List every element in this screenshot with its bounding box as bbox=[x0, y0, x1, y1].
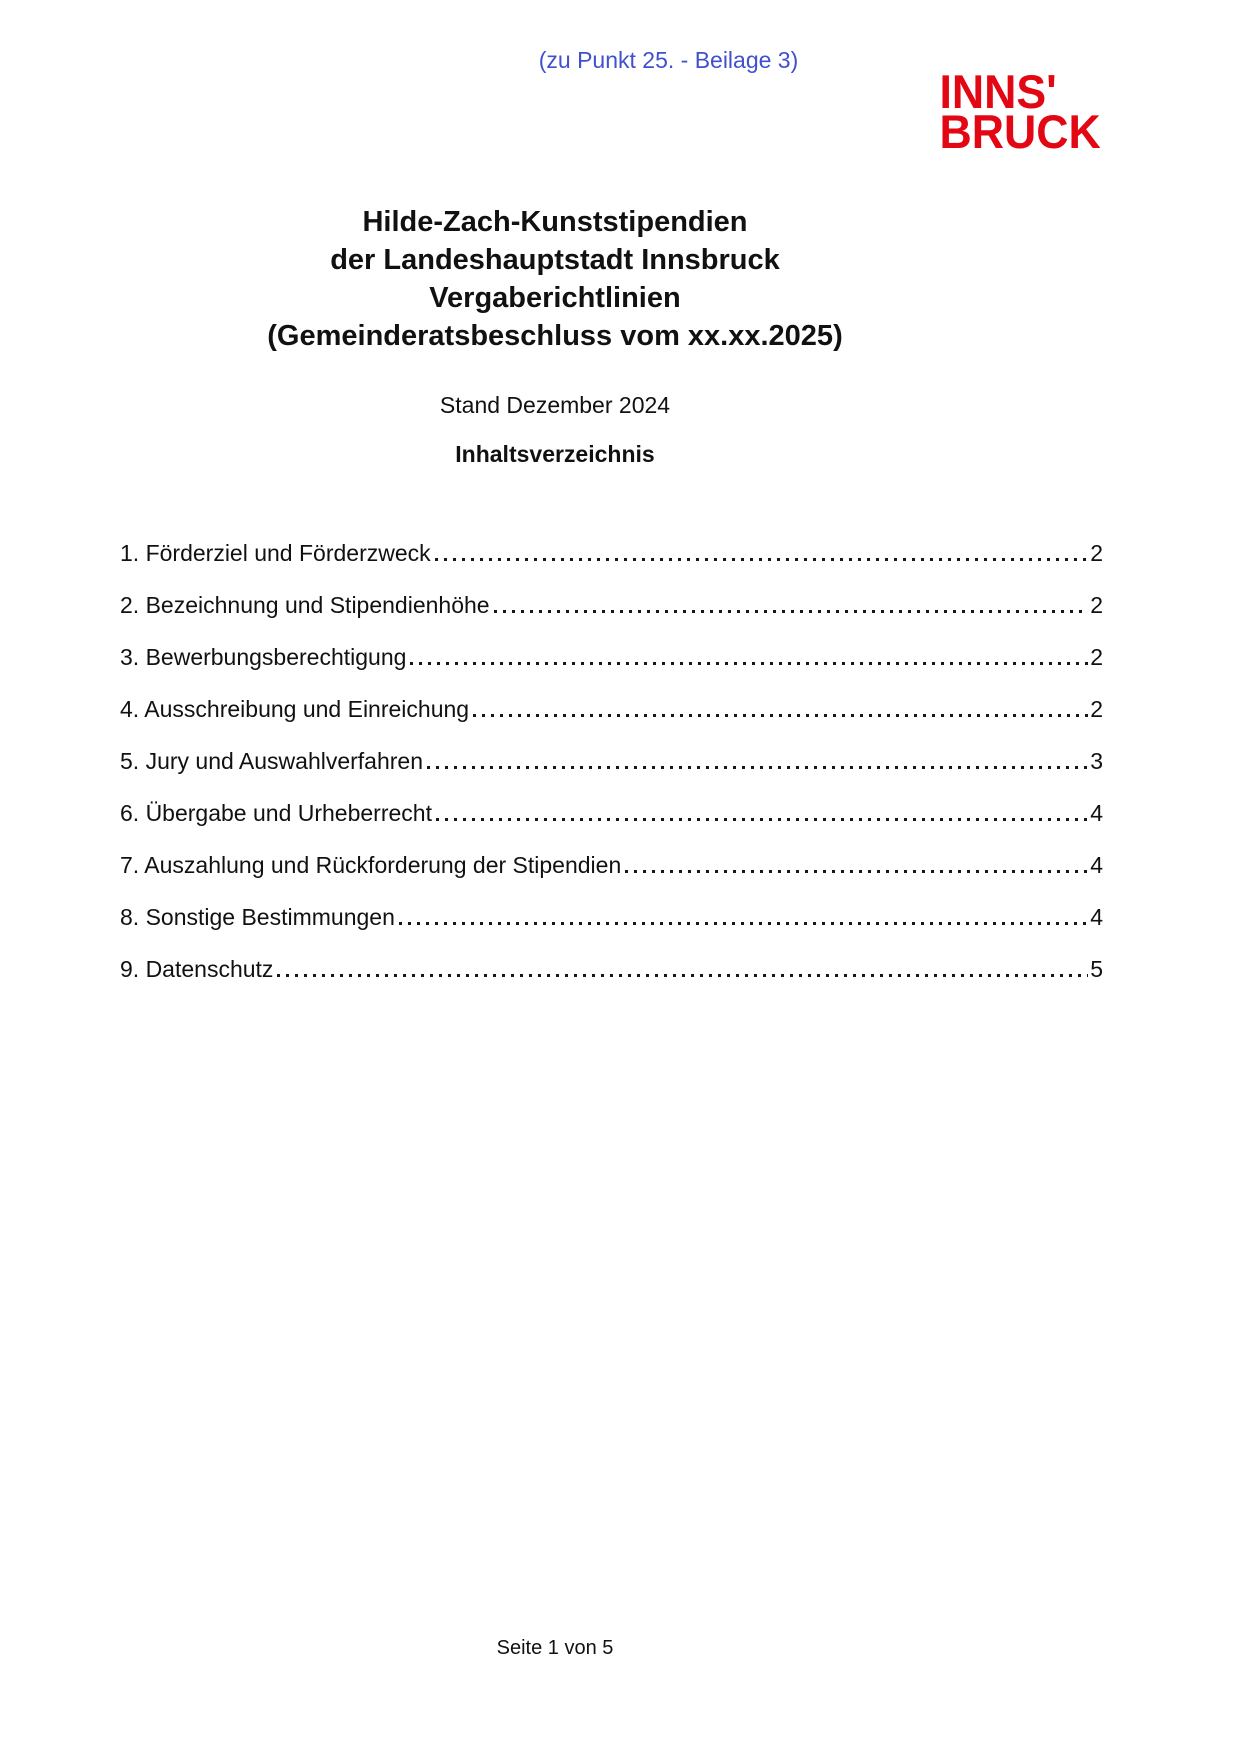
toc-entry bbox=[120, 904, 1103, 956]
title-line-3: Vergaberichtlinien bbox=[429, 282, 681, 314]
toc-entry bbox=[120, 644, 1103, 696]
toc-entry-page: 4 bbox=[1090, 904, 1103, 930]
logo-line-2: BRUCK bbox=[939, 105, 1101, 158]
toc-entry-page: 3 bbox=[1090, 748, 1103, 774]
toc-entry-label: 3. Bewerbungsberechtigung bbox=[120, 644, 407, 670]
dot-leader bbox=[473, 714, 1088, 717]
title-line-1: Hilde-Zach-Kunststipendien bbox=[362, 206, 748, 238]
dot-leader bbox=[399, 922, 1088, 925]
toc-entry bbox=[120, 852, 1103, 904]
toc-entry-label: 1. Förderziel und Förderzweck bbox=[120, 540, 431, 566]
document-title bbox=[120, 203, 990, 355]
title-line-2: der Landeshauptstadt Innsbruck bbox=[330, 244, 780, 276]
toc-entry bbox=[120, 592, 1103, 644]
page-number-footer: Seite 1 von 5 bbox=[496, 1637, 614, 1659]
dot-leader bbox=[277, 974, 1088, 977]
toc-entry-label: 7. Auszahlung und Rückforderung der Stipendien bbox=[120, 852, 622, 878]
innsbruck-logo bbox=[939, 65, 1101, 158]
toc-entry-page: 2 bbox=[1090, 644, 1103, 670]
toc-entry-page: 2 bbox=[1090, 540, 1103, 566]
toc-entry-label: 4. Ausschreibung und Einreichung bbox=[120, 696, 470, 722]
dot-leader bbox=[435, 558, 1089, 561]
toc-entry-page: 2 bbox=[1090, 592, 1103, 618]
toc-entry-page: 4 bbox=[1090, 800, 1103, 826]
version-date: Stand Dezember 2024 bbox=[439, 392, 671, 418]
toc-entry-label: 5. Jury und Auswahlverfahren bbox=[120, 748, 424, 774]
table-of-contents bbox=[120, 540, 1103, 1008]
toc-entry bbox=[120, 540, 1103, 592]
toc-entry-page: 4 bbox=[1090, 852, 1103, 878]
logo-line-1: INNS' bbox=[939, 65, 1058, 118]
toc-entry bbox=[120, 696, 1103, 748]
agenda-annotation: (zu Punkt 25. - Beilage 3) bbox=[538, 47, 799, 73]
dot-leader bbox=[494, 610, 1089, 613]
toc-entry-page: 5 bbox=[1090, 956, 1103, 982]
dot-leader bbox=[427, 766, 1088, 769]
dot-leader bbox=[625, 870, 1088, 873]
toc-entry-label: 9. Datenschutz bbox=[120, 956, 274, 982]
toc-entry-label: 2. Bezeichnung und Stipendienhöhe bbox=[120, 592, 490, 618]
toc-entry bbox=[120, 800, 1103, 852]
toc-entry-label: 6. Übergabe und Urheberrecht bbox=[120, 800, 432, 826]
toc-entry bbox=[120, 956, 1103, 1008]
dot-leader bbox=[410, 662, 1088, 665]
dot-leader bbox=[436, 818, 1088, 821]
toc-entry-page: 2 bbox=[1090, 696, 1103, 722]
toc-entry bbox=[120, 748, 1103, 800]
toc-entry-label: 8. Sonstige Bestimmungen bbox=[120, 904, 395, 930]
title-line-4: (Gemeinderatsbeschluss vom xx.xx.2025) bbox=[267, 320, 843, 352]
toc-heading: Inhaltsverzeichnis bbox=[455, 441, 655, 467]
